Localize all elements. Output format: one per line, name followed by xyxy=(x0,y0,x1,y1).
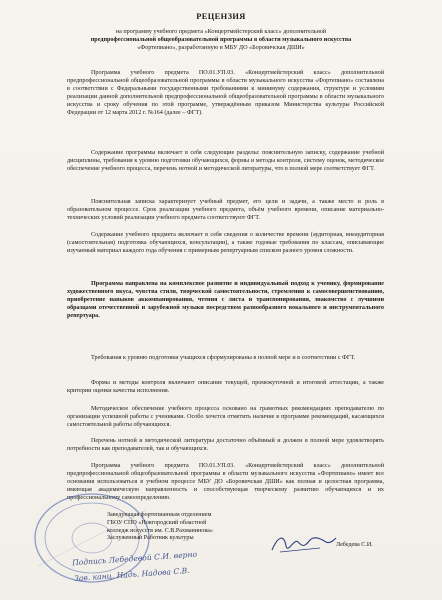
document-title: РЕЦЕНЗИЯ xyxy=(196,12,246,21)
document-subtitle xyxy=(62,28,380,52)
subtitle-line: «Фортепиано», разработанную в МБУ ДО «Боровичская ДШИ» xyxy=(137,45,305,52)
signer-name: Лебедева С.И. xyxy=(336,542,373,548)
subtitle-line: предпрофессиональной общеобразовательной программы в области музыкального искусства xyxy=(90,37,352,44)
paragraph-control-forms: Формы и методы контроля включают описание текущей, промежуточной и итоговой аттестации, а также критерии оценки качества исполнения. xyxy=(67,380,384,394)
signature-block xyxy=(107,512,267,543)
paragraph-subject-content: Содержание учебного предмета включает в себя сведения о количестве времени (аудиторная, внеаудиторная (самостоятельная) подготовка обучающихся, консультации), а также годовые требования по классам, описывающие изучаемый материал каждого года обучения с примерным репертуарным списком разного уровня сложности. xyxy=(67,232,384,254)
signature-line: Заслуженный Работник культуры xyxy=(107,535,194,542)
signature-line: ГБОУ СПО «Новгородский областной xyxy=(107,519,207,526)
paragraph-conclusion: Программа учебного предмета ПО.01.УП.03. «Концертмейстерский класс» дополнительной предпрофессиональной общеобразовательной программы в области музыкального искусства «Фортепиано» имеет все основания использоваться в учебном процессе МБУ ДО «Боровичская ДШИ» как полная и целостная программа, имеющая академическую направленность и способствующая творческому развитию обучающихся и их профессиональному самоопределению. xyxy=(67,463,384,501)
handwritten-signature xyxy=(268,528,338,558)
paragraph-explanatory-note: Пояснительная записка характеризует учебный предмет, его цели и задачи, а также место и роль в образовательном процессе. Срок реализации учебного предмета, объём учебного времени, описание материально-технических условий реализации учебного предмета соответствуют ФГТ. xyxy=(67,199,384,221)
paragraph-program-aims: Программа направлена на комплексное развитие и индивидуальный подход к ученику, формирование художественного вкуса, чувства стиля, творческой самостоятельности, стремления к самосовершенствованию, приобретение навыков аккомпанирования, чтения с листа и транспонирования, знакомство с лучшими образцами отечественной и зарубежной музыки посредством разнообразного вокального и инструментального репертуара. xyxy=(67,281,384,319)
paragraph-literature: Перечень нотной и методической литературы достаточно объёмный и должен в полной мере удовлетворять потребности как преподавателей, так и обучающихся. xyxy=(67,438,384,452)
subtitle-line: на программу учебного предмета «Концертмейстерский класс» дополнительной xyxy=(115,29,327,35)
paragraph-program-compliance: Программа учебного предмета ПО.01.УП.03. «Концертмейстерский класс» дополнительной предпрофессиональной общеобразовательной программы в области музыкального искусства «Фортепиано» составлена в соответствии с Федеральными государственными требованиями к минимуму содержания, структуре и условиям реализации данной дополнительной предпрофессиональной общеобразовательной программы в области музыкального искусства и сроку обучения по этой программе, утверждённым приказом Министерства культуры Российской Федерации от 12 марта 2012 г. №164 (далее – ФГТ). xyxy=(67,70,384,116)
handwritten-certification: Подпись Лебедевой С.И. верно xyxy=(71,549,198,568)
signature-line: колледж искусств им. С.В.Рахманинова» xyxy=(107,527,213,534)
paragraph-methodology: Методическое обеспечение учебного процесса основано на грамотных рекомендациях преподавателю по организации успешной работы с учениками. Особо хочется отметить наличие в программе рекомендаций, касающихся самостоятельной работы обучающихся. xyxy=(67,406,384,428)
paragraph-requirements: Требования к уровню подготовки учащихся сформулированы в полной мере и в соответствии с ФГТ. xyxy=(91,355,356,361)
paragraph-program-sections: Содержание программы включает в себя следующие разделы: пояснительную записку, содержание учебной дисциплины, требования к уровню подготовки обучающихся, формы и методы контроля, систему оценок, методическое обеспечение учебного процесса, перечень нотной и методической литературы, что в полной мере соответствует ФГТ. xyxy=(67,150,384,172)
handwritten-certification: Зав. канц. Надь. Надова С.В. xyxy=(73,565,190,584)
signature-line: Заведующая фортепианным отделением xyxy=(107,512,212,518)
